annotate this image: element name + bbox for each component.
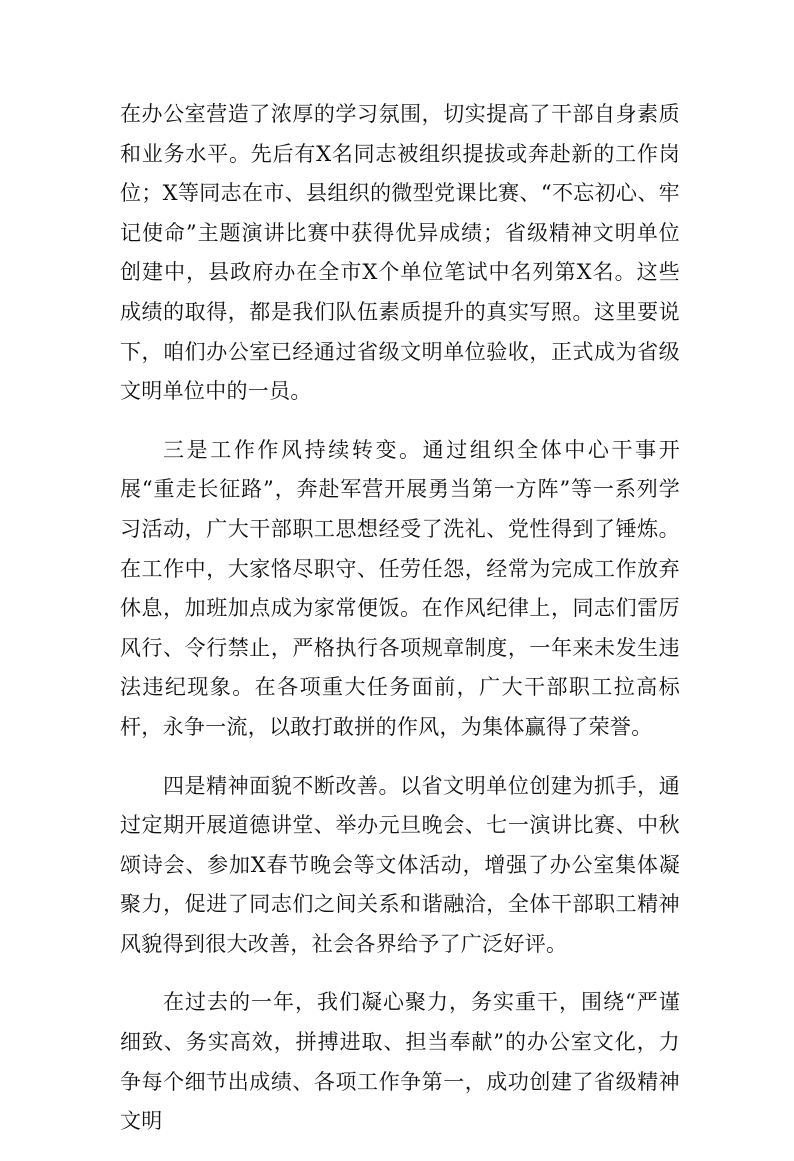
paragraph-spirit: 四是精神面貌不断改善。以省文明单位创建为抓手，通过定期开展道德讲堂、举办元旦晚会、七一演讲比赛、中秋颂诗会、参加X春节晚会等文体活动，增强了办公室集体凝聚力，促进了同志们之间关系和谐融洽，全体干部职工精神风貌得到很大改善，社会各界给予了广泛好评。 [120,773,680,956]
document-body [120,95,680,1161]
paragraph-study-atmosphere: 在办公室营造了浓厚的学习氛围，切实提高了干部自身素质和业务水平。先后有X名同志被组织提拔或奔赴新的工作岗位；X等同志在市、县组织的微型党课比赛、“不忘初心、牢记使命”主题演讲比赛中获得优异成绩；省级精神文明单位创建中，县政府办在全市X个单位笔试中名列第X名。这些成绩的取得，都是我们队伍素质提升的真实写照。这里要说下，咱们办公室已经通过省级文明单位验收，正式成为省级文明单位中的一员。 [120,102,680,404]
paragraph-past-year: 在过去的一年，我们凝心聚力，务实重干，围绕“严谨细致、务实高效，拼搏进取、担当奉献”的办公室文化，力争每个细节出成绩、各项工作争第一，成功创建了省级精神文明 [120,990,680,1134]
paragraph-work-style: 三是工作作风持续转变。通过组织全体中心干事开展“重走长征路”，奔赴军营开展勇当第一方阵”等一系列学习活动，广大干部职工思想经受了洗礼、党性得到了锤炼。在工作中，大家恪尽职守、任劳任怨，经常为完成工作放弃休息，加班加点成为家常便饭。在作风纪律上，同志们雷厉风行、令行禁止，严格执行各项规章制度，一年来未发生违法违纪现象。在各项重大任务面前，广大干部职工拉高标杆，永争一流，以敢打敢拼的作风，为集体赢得了荣誉。 [120,437,680,739]
